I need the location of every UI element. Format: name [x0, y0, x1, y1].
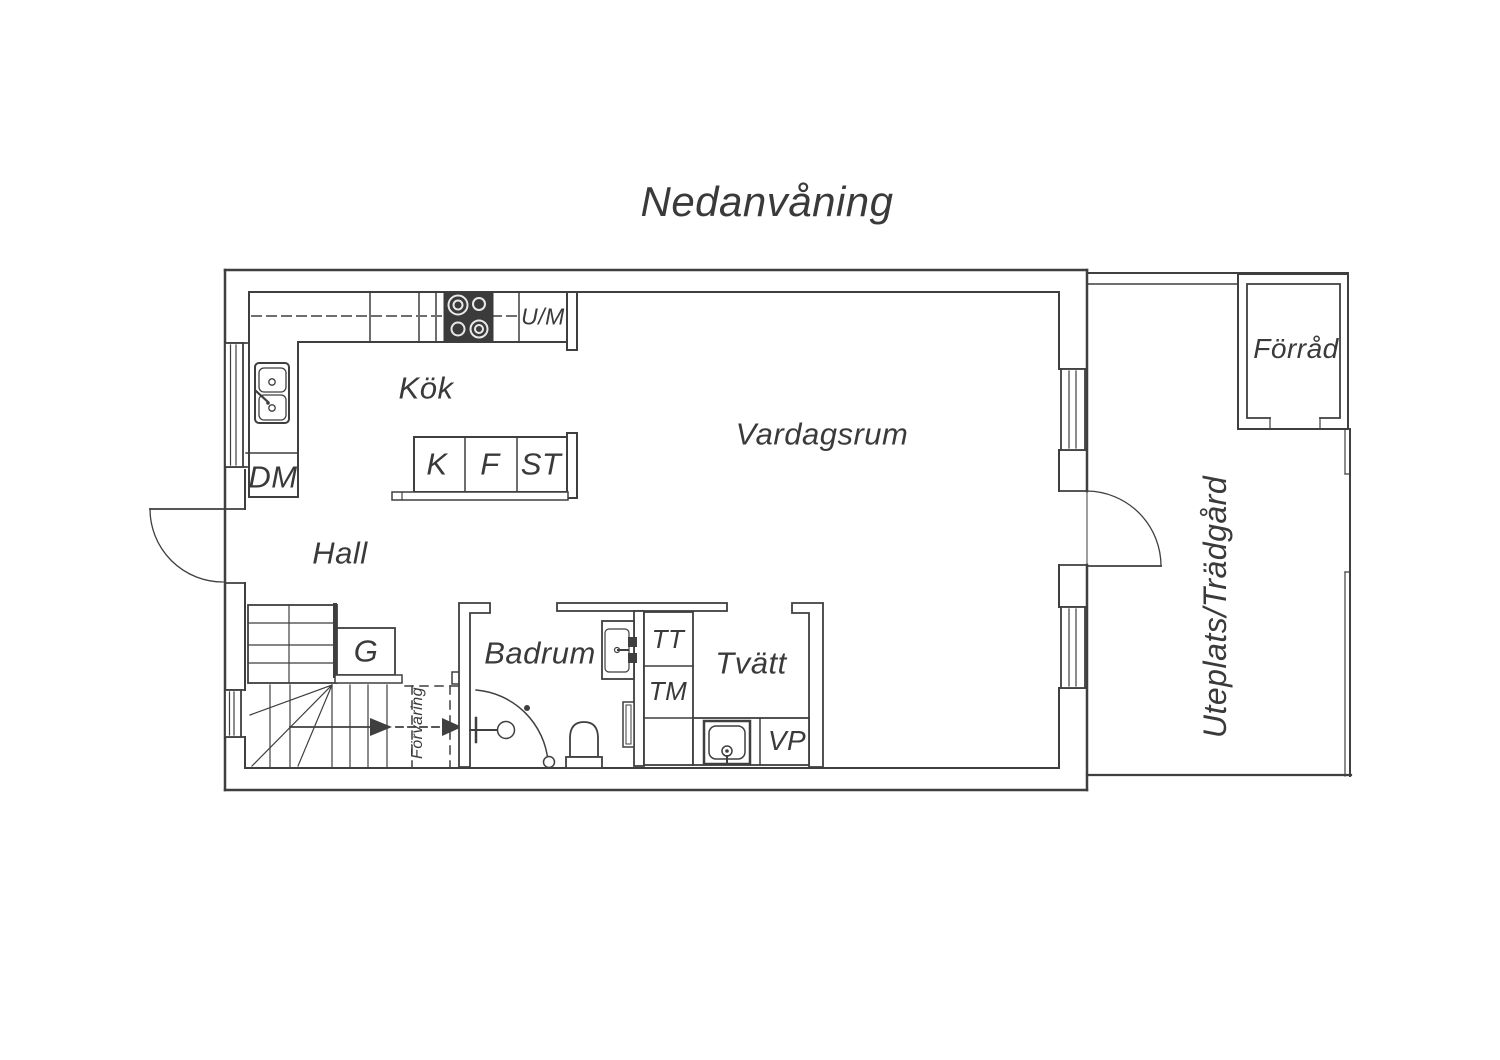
entrance-door-icon — [150, 509, 223, 582]
washbasin-icon — [602, 621, 637, 679]
room-label-patio: Uteplats/Trädgård — [1197, 475, 1233, 739]
kitchen-sink-icon — [255, 363, 289, 423]
room-label-living-room: Vardagsrum — [735, 416, 909, 452]
patio-door-icon — [1087, 491, 1161, 566]
label-wardrobe: G — [353, 633, 379, 669]
appliance-label-dishwasher: DM — [248, 459, 298, 495]
room-label-kitchen: Kök — [398, 370, 454, 406]
appliance-label-freezer: F — [480, 446, 500, 482]
appliance-label-tall-cabinet: ST — [520, 446, 562, 482]
shower-icon — [470, 690, 555, 768]
stair-direction-arrow-icon — [290, 718, 462, 736]
appliance-label-fridge: K — [426, 446, 448, 482]
appliance-label-washing-machine: TM — [648, 676, 688, 706]
appliance-label-oven-microwave: U/M — [521, 303, 565, 330]
room-label-hall: Hall — [312, 535, 368, 571]
stove-icon — [444, 292, 493, 341]
laundry-sink-icon — [704, 721, 750, 764]
label-under-stair-storage: Förvaring — [409, 686, 426, 760]
appliance-label-heat-pump: VP — [767, 725, 807, 756]
bathroom-radiator-niche — [623, 702, 634, 747]
room-label-laundry: Tvätt — [715, 645, 787, 681]
kitchen-wall-stubs — [567, 292, 577, 498]
toilet-icon — [566, 722, 602, 768]
page-title: Nedanvåning — [640, 178, 894, 225]
appliance-label-tumble-dryer: TT — [651, 624, 685, 654]
room-label-bathroom: Badrum — [484, 635, 596, 671]
room-label-shed: Förråd — [1253, 333, 1339, 364]
